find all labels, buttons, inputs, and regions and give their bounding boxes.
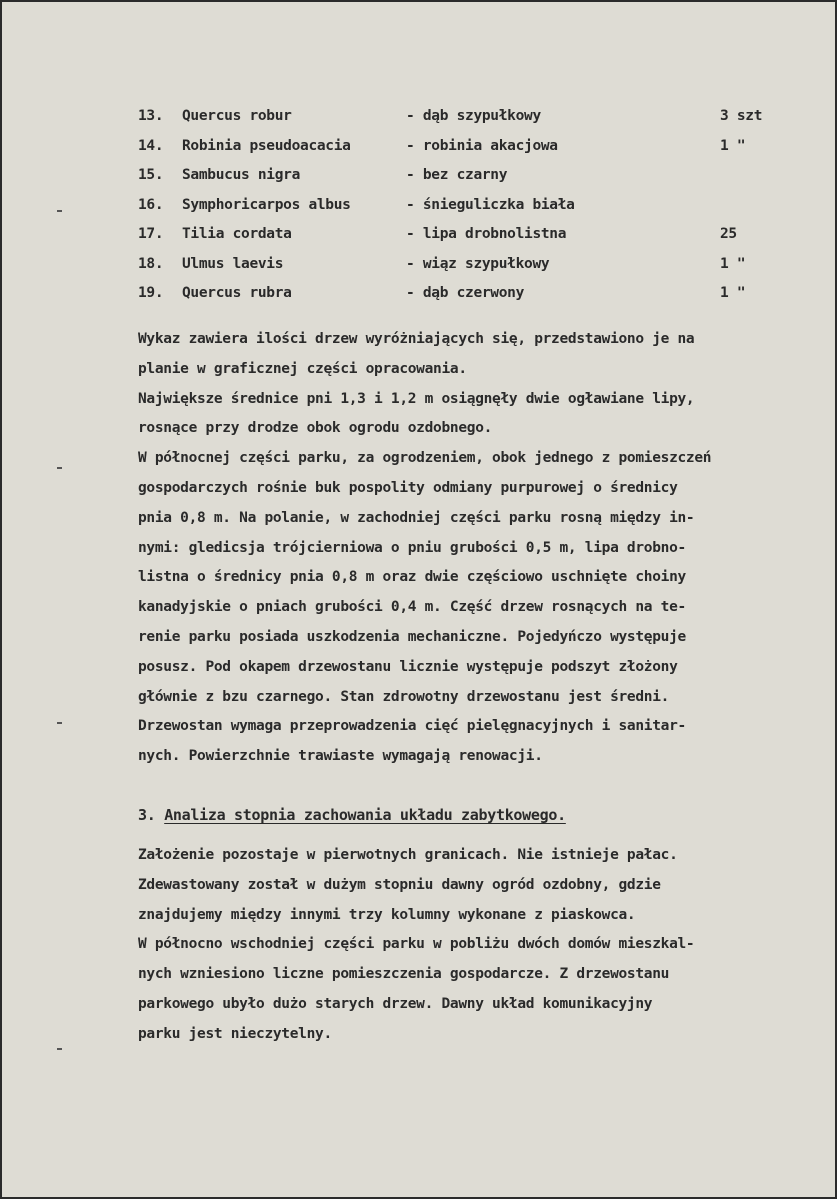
text-line: znajdujemy między innymi trzy kolumny wykonane z piaskowca.	[138, 906, 636, 923]
text-line: W północnej części parku, za ogrodzeniem, obok jednego z pomieszczeń	[138, 450, 712, 467]
species-number: 16.	[138, 196, 164, 213]
species-latin-name: Robinia pseudoacacia	[182, 137, 351, 154]
species-polish-name: - dąb szypułkowy	[406, 108, 541, 124]
text-line: Założenie pozostaje w pierwotnych granicach. Nie istnieje pałac.	[138, 847, 678, 863]
section-heading	[138, 806, 566, 824]
section-title: Analiza stopnia zachowania układu zabytkowego.	[164, 806, 566, 824]
species-latin-name: Quercus rubra	[182, 285, 292, 301]
text-line: posusz. Pod okapem drzewostanu licznie występuje podszyt złożony	[138, 658, 678, 675]
text-line: parku jest nieczytelny.	[138, 1025, 332, 1042]
species-row	[138, 226, 798, 256]
species-number: 14.	[138, 137, 164, 154]
text-line: Drzewostan wymaga przeprowadzenia cięć pielęgnacyjnych i sanitar-	[138, 718, 686, 735]
species-polish-name: - dąb czerwony	[406, 285, 525, 301]
species-row	[138, 256, 798, 286]
text-line: kanadyjskie o pniach grubości 0,4 m. Część drzew rosnących na te-	[138, 599, 686, 616]
species-number: 19.	[138, 285, 164, 301]
text-line: parkowego ubyło dużo starych drzew. Dawny układ komunikacyjny	[138, 995, 653, 1012]
margin-mark	[57, 210, 62, 212]
text-line: nych. Powierzchnie trawiaste wymagają renowacji.	[138, 748, 543, 765]
species-quantity: 1 "	[720, 285, 746, 301]
species-row	[138, 285, 798, 315]
text-line: renie parku posiada uszkodzenia mechaniczne. Pojedyńczo występuje	[138, 628, 686, 645]
margin-mark	[57, 467, 62, 469]
species-number: 15.	[138, 167, 164, 183]
species-quantity: 1 "	[720, 137, 746, 154]
text-line: Wykaz zawiera ilości drzew wyróżniających się, przedstawiono je na	[138, 331, 695, 347]
species-polish-name: - robinia akacjowa	[406, 137, 558, 154]
section-number: 3.	[138, 806, 156, 824]
species-number: 13.	[138, 108, 164, 124]
text-line: Zdewastowany został w dużym stopniu dawny ogród ozdobny, gdzie	[138, 876, 661, 893]
species-row	[138, 197, 798, 227]
species-polish-name: - śnieguliczka biała	[406, 196, 575, 213]
species-row	[138, 167, 798, 197]
species-polish-name: - lipa drobnolistna	[406, 226, 567, 242]
text-line: W północno wschodniej części parku w pobliżu dwóch domów mieszkal-	[138, 936, 695, 953]
margin-mark	[57, 1048, 62, 1050]
text-line: Największe średnice pni 1,3 i 1,2 m osiągnęły dwie ogławiane lipy,	[138, 390, 695, 407]
tree-description-paragraph	[138, 331, 818, 778]
text-line: nych wzniesiono liczne pomieszczenia gospodarcze. Z drzewostanu	[138, 966, 670, 983]
species-quantity: 1 "	[720, 255, 746, 272]
text-line: planie w graficznej części opracowania.	[138, 360, 467, 377]
margin-mark	[57, 722, 62, 724]
species-latin-name: Symphoricarpos albus	[182, 196, 351, 213]
species-list	[138, 108, 798, 315]
species-number: 17.	[138, 226, 164, 242]
species-quantity: 25	[720, 226, 737, 242]
text-line: nymi: gledicsja trójcierniowa o pniu grubości 0,5 m, lipa drobno-	[138, 539, 686, 556]
text-line: pnia 0,8 m. Na polanie, w zachodniej części parku rosną między in-	[138, 509, 695, 526]
species-row	[138, 138, 798, 168]
species-quantity: 3 szt	[720, 108, 763, 124]
text-line: listna o średnicy pnia 0,8 m oraz dwie częściowo uschnięte choiny	[138, 569, 686, 586]
text-line: rosnące przy drodze obok ogrodu ozdobnego.	[138, 420, 493, 437]
preservation-paragraph	[138, 847, 818, 1056]
species-latin-name: Ulmus laevis	[182, 255, 284, 272]
text-line: głównie z bzu czarnego. Stan zdrowotny drzewostanu jest średni.	[138, 688, 670, 705]
species-polish-name: - wiąz szypułkowy	[406, 255, 550, 272]
species-number: 18.	[138, 255, 164, 272]
text-line: gospodarczych rośnie buk pospolity odmiany purpurowej o średnicy	[138, 479, 678, 496]
species-row	[138, 108, 798, 138]
species-latin-name: Sambucus nigra	[182, 167, 301, 183]
species-polish-name: - bez czarny	[406, 167, 508, 183]
species-latin-name: Tilia cordata	[182, 226, 292, 242]
species-latin-name: Quercus robur	[182, 108, 292, 124]
